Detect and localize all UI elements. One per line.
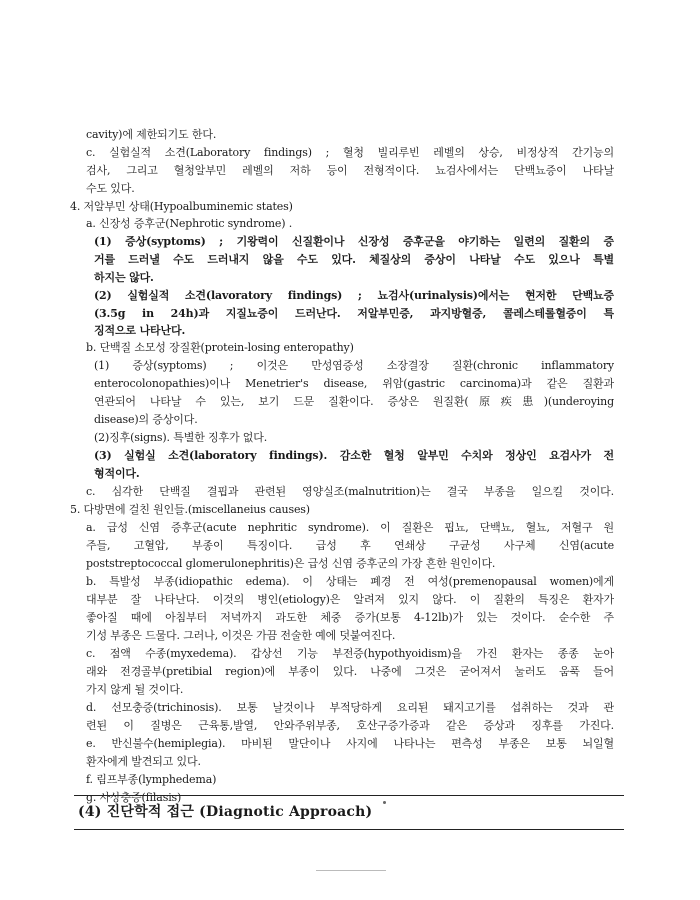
text-line: enterocolonopathies)이나 Menetrier's disease, 위암(gastric carcinoma)과 같은 질환과 [94,377,614,390]
scan-speck [383,801,386,804]
text-line: e. 반신불수(hemiplegia). 마비된 말단이나 사지에 나타나는 편측성 부종은 보통 뇌일혈 [86,737,614,750]
section-item-5: 5. 다방면에 걸친 원인들.(miscellaneius causes) [70,503,310,516]
subsection-c: c. 심각한 단백질 결핍과 관련된 영양실조(malnutrition)는 결국 부종을 일으킬 것이다. [86,485,614,498]
section-item-4: 4. 저알부민 상태(Hypoalbuminemic states) [70,200,293,213]
text-line: 수도 있다. [86,182,135,195]
text-line: 기성 부종은 드물다. 그러나, 이것은 가끔 전술한 예에 덧붙여진다. [86,629,396,642]
text-line: g. 사상충증(filasis) [86,791,182,804]
text-line: 래와 전경골부(pretibial region)에 부종이 있다. 나중에 그것은 굳어져서 눌러도 움푹 들어 [86,665,614,678]
text-line: 가지 않게 될 것이다. [86,683,184,696]
text-line: 하지는 않다. [94,271,154,284]
text-line: 연관되어 나타날 수 있는, 보기 드문 질환이다. 증상은 원질환(原疾患)(underoying [94,395,614,408]
text-line: c. 점액 수종(myxedema). 갑상선 기능 부전증(hypothyoidism)을 가진 환자는 종종 눈아 [86,647,614,660]
text-line: 형적이다. [94,467,140,480]
text-line: (2)징후(signs). 특별한 징후가 없다. [94,431,268,444]
text-line: poststreptococcal glomerulonephritis)은 급성 신염 증후군의 가장 흔한 원인이다. [86,557,496,570]
text-line: 좋아질 때에 아침부터 저녁까지 과도한 체중 증가(보통 4-12lb)가 있는 것이다. 순수한 주 [86,611,614,624]
section-heading: (4) 진단학적 접근 (Diagnotic Approach) [78,804,373,820]
text-line: d. 선모충증(trichinosis). 보통 날것이나 부적당하게 요리된 돼지고기를 섭취하는 것과 관 [86,701,614,714]
text-line: (3) 실험실 소견(laboratory findings). 감소한 혈청 알부민 수치와 정상인 요검사가 전 [94,449,614,462]
subsection-a: a. 신장성 증후군(Nephrotic syndrome) . [86,217,293,230]
text-line: 련된 이 질병은 근육통,발열, 안와주위부종, 호산구증가증과 같은 증상과 징후를 가진다. [86,719,614,732]
text-line: c. 실험실적 소견(Laboratory findings) ; 혈청 빌리루빈 레벨의 상승, 비정상적 간기능의 [86,146,614,159]
text-line: 검사, 그리고 혈청알부민 레벨의 저하 등이 전형적이다. 뇨검사에서는 단백뇨증이 나타날 [86,164,614,177]
text-line: (3.5g in 24h)과 지질뇨증이 드러난다. 저알부민증, 과지방혈증, 콜레스테롤혈증이 특 [94,307,614,320]
text-line: (2) 실험실적 소견(lavoratory findings) ; 뇨검사(urinalysis)에서는 현저한 단백뇨증 [94,289,614,302]
text-line: disease)의 증상이다. [94,413,198,426]
text-line: 환자에게 발견되고 있다. [86,755,201,768]
text-line: 대부분 잘 나타난다. 이것의 병인(etiology)은 알려져 있지 않다. 이 질환의 특징은 환자가 [86,593,614,606]
text-line: (1) 증상(syptoms) ; 기왕력이 신질환이나 신장성 증후군을 야기하는 일련의 질환의 증 [94,235,614,248]
subsection-b: b. 단백질 소모성 장질환(protein-losing enteropathy) [86,341,354,354]
scan-mark [316,870,386,871]
text-line: (1) 증상(syptoms) ; 이것은 만성염증성 소장결장 질환(chronic inflammatory [94,359,614,372]
text-line: 주들, 고혈압, 부종이 특징이다. 급성 후 연쇄상 구균성 사구체 신염(acute [86,539,614,552]
divider-top [74,795,624,796]
text-line: 징적으로 나타난다. [94,324,186,337]
text-line: a. 급성 신염 증후군(acute nephritic syndrome). 이 질환은 핍뇨, 단백뇨, 혈뇨, 저혈구 원 [86,521,614,534]
text-line: cavity)에 제한되기도 한다. [86,128,217,141]
divider-bottom [74,829,624,830]
text-line: 거를 드러낼 수도 드러내지 않을 수도 있다. 체질상의 증상이 나타날 수도 있으나 특별 [94,253,614,266]
text-line: f. 림프부종(lymphedema) [86,773,217,786]
text-line: b. 특발성 부종(idiopathic edema). 이 상태는 폐경 전 여성(premenopausal women)에게 [86,575,614,588]
